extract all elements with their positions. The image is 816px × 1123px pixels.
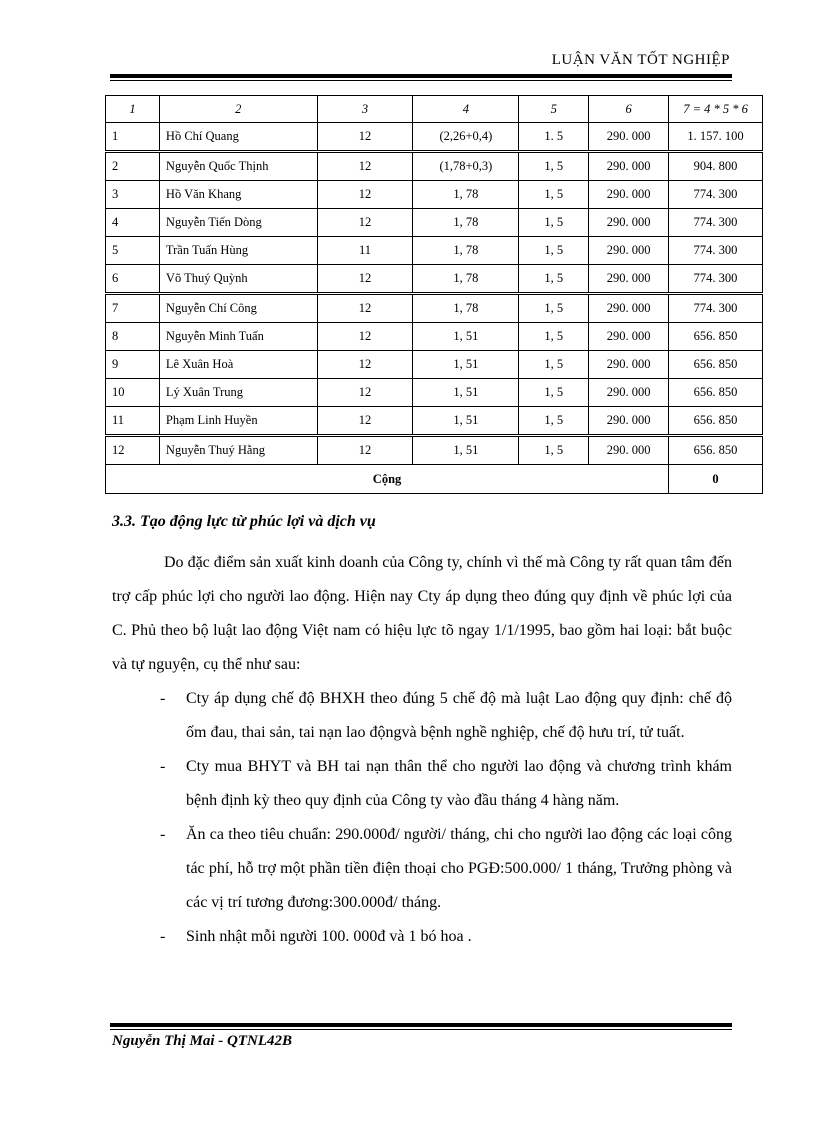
factor-cell: 1, 5: [519, 152, 589, 181]
employee-name-cell: Hồ Văn Khang: [159, 181, 317, 209]
table-row: [106, 294, 763, 323]
work-months-cell: 12: [317, 265, 413, 294]
table-row: [106, 379, 763, 407]
employee-name-cell: Nguyễn Tiến Dòng: [159, 209, 317, 237]
benefit-item: [112, 818, 732, 920]
work-months-cell: 12: [317, 407, 413, 436]
footer-rule-thick: [110, 1023, 732, 1027]
table-row: [106, 265, 763, 294]
benefit-list: [112, 682, 732, 954]
bullet-dash: -: [160, 928, 166, 945]
total-amount-cell: 656. 850: [669, 323, 763, 351]
page-header-title: LUẬN VĂN TỐT NGHIỆP: [551, 52, 730, 68]
benefit-text: Cty mua BHYT và BH tai nạn thân thể cho người lao động và chương trình khám bệnh định kỳ theo quy định của Công ty vào đầu tháng 4 hàng năm.: [186, 758, 732, 809]
base-salary-cell: 290. 000: [589, 351, 669, 379]
header-cell: 2: [159, 96, 317, 123]
header-cell: 6: [589, 96, 669, 123]
total-amount-cell: 774. 300: [669, 265, 763, 294]
section-title: 3.3. Tạo động lực từ phúc lợi và dịch vụ: [112, 513, 376, 530]
total-label: Cộng: [106, 465, 669, 494]
total-amount-cell: 656. 850: [669, 351, 763, 379]
row-number-cell: 3: [106, 181, 160, 209]
base-salary-cell: 290. 000: [589, 294, 669, 323]
table-row: [106, 351, 763, 379]
benefit-text: Cty áp dụng chế độ BHXH theo đúng 5 chế độ mà luật Lao động quy định: chế độ ốm đau, thai sản, tai nạn lao độngvà bệnh nghề nghiệp, chế độ hưu trí, tử tuất.: [186, 690, 732, 741]
row-number-cell: 4: [106, 209, 160, 237]
footer-author: Nguyễn Thị Mai - QTNL42B: [112, 1033, 292, 1049]
base-salary-cell: 290. 000: [589, 379, 669, 407]
coefficient-cell: 1, 78: [413, 265, 519, 294]
row-number-cell: 11: [106, 407, 160, 436]
total-row: [106, 465, 763, 494]
total-amount-cell: 774. 300: [669, 237, 763, 265]
base-salary-cell: 290. 000: [589, 237, 669, 265]
base-salary-cell: 290. 000: [589, 265, 669, 294]
employee-name-cell: Hồ Chí Quang: [159, 123, 317, 152]
coefficient-cell: 1, 51: [413, 351, 519, 379]
table-row: [106, 436, 763, 465]
factor-cell: 1, 5: [519, 237, 589, 265]
header-cell: 4: [413, 96, 519, 123]
factor-cell: 1, 5: [519, 265, 589, 294]
table-row: [106, 181, 763, 209]
coefficient-cell: 1, 51: [413, 323, 519, 351]
factor-cell: 1, 5: [519, 379, 589, 407]
employee-name-cell: Phạm Linh Huyền: [159, 407, 317, 436]
base-salary-cell: 290. 000: [589, 152, 669, 181]
work-months-cell: 12: [317, 436, 413, 465]
factor-cell: 1. 5: [519, 123, 589, 152]
base-salary-cell: 290. 000: [589, 407, 669, 436]
row-number-cell: 12: [106, 436, 160, 465]
footer-rule-thin: [110, 1029, 732, 1030]
total-amount-cell: 656. 850: [669, 436, 763, 465]
table-row: [106, 123, 763, 152]
header-cell: 3: [317, 96, 413, 123]
coefficient-cell: 1, 51: [413, 436, 519, 465]
salary-table: [105, 95, 763, 494]
factor-cell: 1, 5: [519, 407, 589, 436]
header-rule-thick: [110, 74, 732, 78]
row-number-cell: 5: [106, 237, 160, 265]
coefficient-cell: 1, 78: [413, 209, 519, 237]
work-months-cell: 12: [317, 323, 413, 351]
benefit-text: Ăn ca theo tiêu chuẩn: 290.000đ/ người/ tháng, chi cho người lao động các loại công tác phí, hỗ trợ một phần tiền điện thoại cho PGĐ:500.000/ 1 tháng, Trưởng phòng và các vị trí tương đương:300.000đ/ tháng.: [186, 826, 732, 911]
table-header-row: [106, 96, 763, 123]
body-content: [112, 546, 732, 954]
row-number-cell: 8: [106, 323, 160, 351]
total-amount-cell: 656. 850: [669, 379, 763, 407]
benefit-text: Sinh nhật mỗi người 100. 000đ và 1 bó hoa .: [186, 928, 472, 945]
factor-cell: 1, 5: [519, 209, 589, 237]
employee-name-cell: Lý Xuân Trung: [159, 379, 317, 407]
benefit-item: [112, 682, 732, 750]
header-cell: 5: [519, 96, 589, 123]
table-row: [106, 237, 763, 265]
factor-cell: 1, 5: [519, 351, 589, 379]
work-months-cell: 11: [317, 237, 413, 265]
row-number-cell: 1: [106, 123, 160, 152]
bullet-dash: -: [160, 690, 166, 707]
coefficient-cell: (1,78+0,3): [413, 152, 519, 181]
header-cell: 1: [106, 96, 160, 123]
coefficient-cell: 1, 78: [413, 294, 519, 323]
work-months-cell: 12: [317, 123, 413, 152]
employee-name-cell: Nguyễn Chí Công: [159, 294, 317, 323]
header-rule-thin: [110, 80, 732, 81]
bullet-dash: -: [160, 758, 166, 775]
table-row: [106, 209, 763, 237]
row-number-cell: 6: [106, 265, 160, 294]
base-salary-cell: 290. 000: [589, 181, 669, 209]
factor-cell: 1, 5: [519, 181, 589, 209]
row-number-cell: 7: [106, 294, 160, 323]
employee-name-cell: Nguyễn Minh Tuấn: [159, 323, 317, 351]
table-row: [106, 407, 763, 436]
employee-name-cell: Võ Thuý Quỳnh: [159, 265, 317, 294]
coefficient-cell: 1, 78: [413, 181, 519, 209]
coefficient-cell: (2,26+0,4): [413, 123, 519, 152]
employee-name-cell: Nguyễn Thuý Hằng: [159, 436, 317, 465]
employee-name-cell: Nguyễn Quốc Thịnh: [159, 152, 317, 181]
total-amount-cell: 774. 300: [669, 294, 763, 323]
factor-cell: 1, 5: [519, 323, 589, 351]
employee-name-cell: Lê Xuân Hoà: [159, 351, 317, 379]
header-cell: 7 = 4 * 5 * 6: [669, 96, 763, 123]
coefficient-cell: 1, 51: [413, 407, 519, 436]
total-amount-cell: 774. 300: [669, 181, 763, 209]
employee-name-cell: Trần Tuấn Hùng: [159, 237, 317, 265]
factor-cell: 1, 5: [519, 436, 589, 465]
total-amount-cell: 656. 850: [669, 407, 763, 436]
row-number-cell: 10: [106, 379, 160, 407]
benefit-item: [112, 750, 732, 818]
coefficient-cell: 1, 51: [413, 379, 519, 407]
row-number-cell: 2: [106, 152, 160, 181]
benefit-item: [112, 920, 732, 954]
table-row: [106, 152, 763, 181]
total-amount-cell: 904. 800: [669, 152, 763, 181]
work-months-cell: 12: [317, 351, 413, 379]
total-amount-cell: 774. 300: [669, 209, 763, 237]
work-months-cell: 12: [317, 181, 413, 209]
base-salary-cell: 290. 000: [589, 209, 669, 237]
work-months-cell: 12: [317, 294, 413, 323]
work-months-cell: 12: [317, 209, 413, 237]
total-amount-cell: 1. 157. 100: [669, 123, 763, 152]
factor-cell: 1, 5: [519, 294, 589, 323]
work-months-cell: 12: [317, 379, 413, 407]
coefficient-cell: 1, 78: [413, 237, 519, 265]
work-months-cell: 12: [317, 152, 413, 181]
base-salary-cell: 290. 000: [589, 323, 669, 351]
total-value: 0: [669, 465, 763, 494]
row-number-cell: 9: [106, 351, 160, 379]
base-salary-cell: 290. 000: [589, 436, 669, 465]
intro-paragraph: Do đặc điểm sản xuất kinh doanh của Công ty, chính vì thế mà Công ty rất quan tâm đến trợ cấp phúc lợi cho người lao động. Hiện nay Cty áp dụng theo đúng quy định về phúc lợi của C. Phủ theo bộ luật lao động Việt nam có hiệu lực tõ ngay 1/1/1995, bao gồm hai loại: bắt buộc và tự nguyện, cụ thể như sau:: [112, 554, 732, 673]
bullet-dash: -: [160, 826, 166, 843]
table-row: [106, 323, 763, 351]
base-salary-cell: 290. 000: [589, 123, 669, 152]
